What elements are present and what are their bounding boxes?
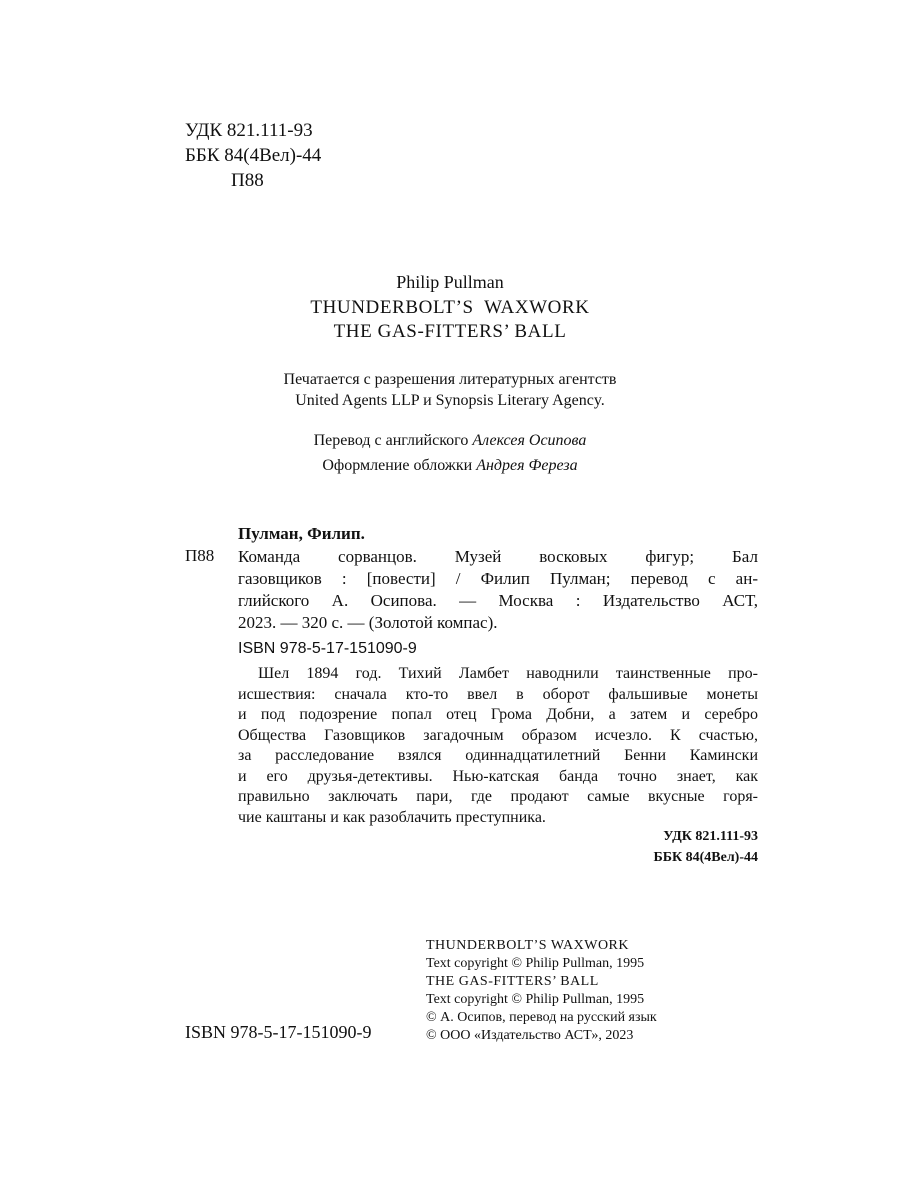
classification-block [185, 118, 321, 193]
annotation-line: и под подозрение попал отец Грома Добни, а затем и серебро [238, 706, 758, 723]
udk-code: УДК 821.111-93 [185, 120, 313, 141]
description-line: 2023. — 320 с. — (Золотой компас). [238, 613, 498, 632]
annotation-line: Шел 1894 год. Тихий Ламбет наводнили таинственные про- [258, 665, 758, 682]
copyright-title-1: THUNDERBOLT’S WAXWORK [426, 938, 629, 953]
description-line: Команда сорванцов. Музей восковых фигур; Бал [238, 547, 758, 566]
cover-artist-name: Андрея Фереза [476, 457, 578, 474]
description-line: газовщиков : [повести] / Филип Пулман; перевод с ан- [238, 569, 758, 588]
copyright-translation: © А. Осипов, перевод на русский язык [426, 1010, 657, 1025]
author-code: П88 [231, 170, 264, 191]
annotation-line: и его друзья-детективы. Нью-катская банда точно знает, как [238, 767, 758, 785]
annotation-line: Общества Газовщиков загадочным образом исчезло. К счастью, [238, 726, 758, 744]
annotation-line: чие каштаны и как разоблачить преступника. [238, 808, 546, 826]
annotation [238, 664, 758, 828]
original-title-1: THUNDERBOLT’S WAXWORK [310, 297, 590, 318]
permission-line-1: Печатается с разрешения литературных агентств [283, 371, 617, 388]
original-titles [0, 296, 900, 344]
bibliographic-code: П88 [185, 546, 215, 565]
copyright-block [426, 937, 657, 1045]
bibliographic-description [238, 546, 758, 634]
bibliographic-author: Пулман, Филип. [238, 524, 365, 543]
cover-credit [0, 453, 900, 478]
isbn-bottom: ISBN 978-5-17-151090-9 [185, 1022, 372, 1042]
translator-name: Алексея Осипова [472, 432, 587, 449]
translation-credit [0, 428, 900, 453]
original-author: Philip Pullman [396, 272, 504, 292]
permission-notice [0, 369, 900, 411]
classification-bold-block [653, 826, 758, 868]
udk-code-bold: УДК 821.111-93 [663, 829, 758, 844]
original-title-2: THE GAS-FITTERS’ BALL [333, 321, 567, 342]
annotation-line: правильно заключать пари, где продают самые вкусные горя- [238, 788, 758, 805]
bbk-code-bold: ББК 84(4Вел)-44 [653, 850, 758, 865]
copyright-text-2: Text copyright © Philip Pullman, 1995 [426, 992, 645, 1007]
copyright-publisher: © ООО «Издательство АСТ», 2023 [426, 1028, 634, 1043]
annotation-line: за расследование взялся одиннадцатилетний Бенни Камински [238, 747, 758, 764]
copyright-text-1: Text copyright © Philip Pullman, 1995 [426, 956, 645, 971]
copyright-title-2: THE GAS-FITTERS’ BALL [426, 974, 599, 989]
cover-label: Оформление обложки [322, 457, 473, 474]
credits-block [0, 428, 900, 478]
bibliographic-isbn: ISBN 978-5-17-151090-9 [238, 640, 417, 657]
description-line: глийского А. Осипова. — Москва : Издательство АСТ, [238, 591, 758, 610]
annotation-line: исшествия: сначала кто-то ввел в оборот фальшивые монеты [238, 685, 758, 703]
bbk-code: ББК 84(4Вел)-44 [185, 145, 322, 166]
permission-line-2: United Agents LLP и Synopsis Literary Agency. [295, 392, 605, 409]
translation-label: Перевод с английского [313, 432, 469, 449]
